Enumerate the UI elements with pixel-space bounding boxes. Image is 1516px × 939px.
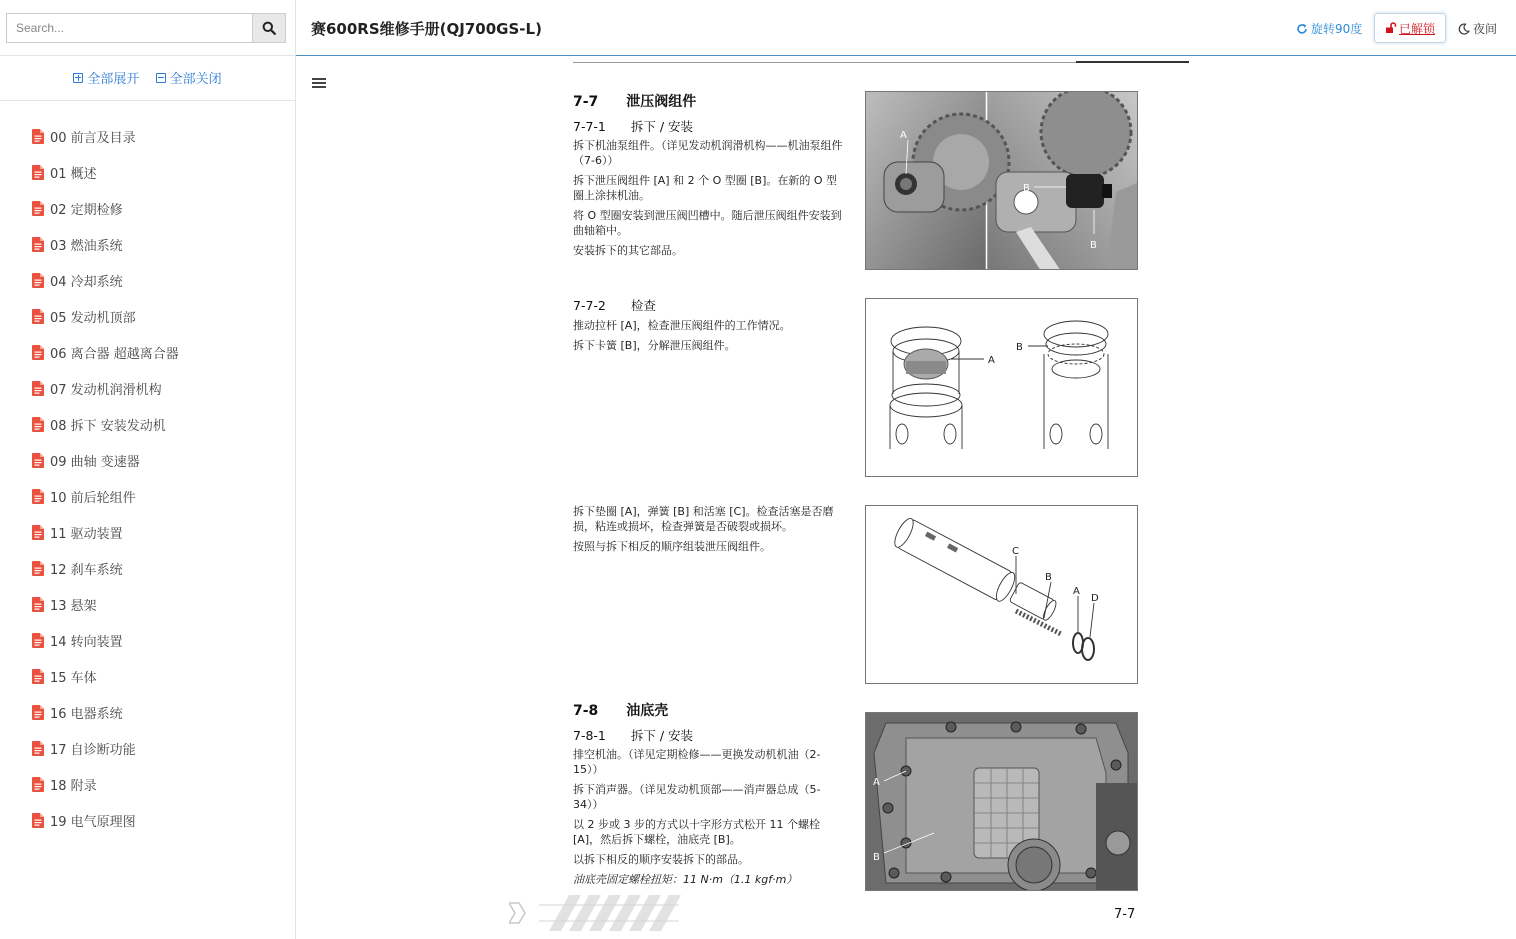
rotate-button[interactable] bbox=[1296, 20, 1362, 37]
chapter-label: 03 燃油系统 bbox=[50, 238, 123, 254]
figure-callout: B bbox=[1023, 183, 1030, 194]
chapter-item[interactable] bbox=[32, 298, 179, 334]
figure-callout: A bbox=[988, 355, 995, 366]
document-file-icon bbox=[32, 345, 44, 360]
document-file-icon bbox=[32, 597, 44, 612]
collapse-all-label: 全部关闭 bbox=[169, 72, 222, 87]
figure-callout: C bbox=[1012, 546, 1019, 557]
chapter-label: 07 发动机润滑机构 bbox=[50, 382, 162, 398]
plus-square-icon bbox=[73, 73, 83, 83]
figure-callout: A bbox=[873, 777, 880, 788]
subsection-heading-7-8-1: 7-8-1 拆下 / 安装 bbox=[573, 728, 694, 743]
paragraph: 将 O 型圈安装到泄压阀凹槽中。随后泄压阀组件安装到曲轴箱中。 bbox=[573, 209, 842, 237]
figure-callout: D bbox=[1091, 593, 1099, 604]
text-block-7-7-3 bbox=[573, 504, 845, 559]
document-file-icon bbox=[32, 129, 44, 144]
figure-callout: B bbox=[1016, 342, 1023, 353]
rotate-label: 旋转90度 bbox=[1311, 22, 1363, 36]
paragraph: 以拆下相反的顺序安装拆下的部品。 bbox=[573, 853, 749, 866]
figure-callout: A bbox=[900, 130, 907, 141]
chapter-item[interactable] bbox=[32, 802, 179, 838]
manual-page bbox=[509, 57, 1189, 939]
document-file-icon bbox=[32, 165, 44, 180]
figure-callout: B bbox=[1090, 240, 1097, 251]
chapter-label: 12 刹车系统 bbox=[50, 562, 123, 578]
chapter-item[interactable] bbox=[32, 226, 179, 262]
figure-relief-valve-inspection bbox=[865, 298, 1138, 477]
divider bbox=[0, 55, 295, 56]
chapter-item[interactable] bbox=[32, 154, 179, 190]
document-file-icon bbox=[32, 741, 44, 756]
chapter-item[interactable] bbox=[32, 190, 179, 226]
paragraph: 推动拉杆 [A]，检查泄压阀组件的工作情况。 bbox=[573, 319, 791, 332]
document-file-icon bbox=[32, 309, 44, 324]
paragraph: 拆下卡簧 [B]，分解泄压阀组件。 bbox=[573, 339, 736, 352]
document-file-icon bbox=[32, 237, 44, 252]
chapter-item[interactable] bbox=[32, 118, 179, 154]
figure-callout: A bbox=[1073, 586, 1080, 597]
chapter-label: 11 驱动装置 bbox=[50, 526, 123, 542]
paragraph: 拆下泄压阀组件 [A] 和 2 个 O 型圈 [B]。在新的 O 型圈上涂抹机油。 bbox=[573, 174, 838, 202]
figure-callout: B bbox=[1045, 572, 1052, 583]
figure-oil-pan-photo bbox=[865, 712, 1138, 891]
section-heading-7-8: 7-8 油底壳 bbox=[573, 703, 669, 719]
figure-relief-valve-photo bbox=[865, 91, 1138, 270]
chapter-item[interactable] bbox=[32, 550, 179, 586]
expand-all-label: 全部展开 bbox=[87, 72, 140, 87]
chapter-label: 14 转向装置 bbox=[50, 634, 123, 650]
chapter-label: 13 悬架 bbox=[50, 598, 97, 614]
night-label: 夜间 bbox=[1473, 22, 1498, 36]
chapter-label: 19 电气原理图 bbox=[50, 814, 136, 830]
subsection-heading-7-7-1: 7-7-1 拆下 / 安装 bbox=[573, 119, 694, 134]
document-file-icon bbox=[32, 453, 44, 468]
figure-callout: B bbox=[873, 852, 880, 863]
chapter-item[interactable] bbox=[32, 370, 179, 406]
chapter-item[interactable] bbox=[32, 406, 179, 442]
chapter-item[interactable] bbox=[32, 766, 179, 802]
chapter-label: 16 电器系统 bbox=[50, 706, 123, 722]
chapter-label: 18 附录 bbox=[50, 778, 97, 794]
chapter-item[interactable] bbox=[32, 730, 179, 766]
document-file-icon bbox=[32, 561, 44, 576]
document-file-icon bbox=[32, 777, 44, 792]
document-file-icon bbox=[32, 417, 44, 432]
chapter-item[interactable] bbox=[32, 694, 179, 730]
text-block-7-7-1 bbox=[573, 138, 845, 263]
chapter-label: 05 发动机顶部 bbox=[50, 310, 136, 326]
text-block-7-7-2 bbox=[573, 318, 845, 358]
chapter-label: 09 曲轴 变速器 bbox=[50, 454, 140, 470]
paragraph: 以 2 步或 3 步的方式以十字形方式松开 11 个螺栓 [A]，然后拆下螺栓，油底壳 [B]。 bbox=[573, 818, 820, 846]
chapter-label: 02 定期检修 bbox=[50, 202, 123, 218]
document-file-icon bbox=[32, 381, 44, 396]
document-file-icon bbox=[32, 489, 44, 504]
tree-controls bbox=[0, 68, 295, 87]
hamburger-menu-icon[interactable] bbox=[312, 78, 326, 90]
chapter-label: 06 离合器 超越离合器 bbox=[50, 346, 179, 362]
chapter-item[interactable] bbox=[32, 622, 179, 658]
chapter-list bbox=[32, 118, 179, 838]
chapter-item[interactable] bbox=[32, 658, 179, 694]
paragraph: 拆下垫圈 [A]，弹簧 [B] 和活塞 [C]。检查活塞是否磨损，粘连或损坏，检查弹簧是否破裂或损坏。 bbox=[573, 505, 834, 533]
search-icon bbox=[262, 21, 276, 35]
paragraph: 安装拆下的其它部品。 bbox=[573, 244, 683, 257]
chapter-item[interactable] bbox=[32, 442, 179, 478]
paragraph: 拆下消声器。（详见发动机顶部——消声器总成（5-34）） bbox=[573, 783, 821, 811]
document-file-icon bbox=[32, 633, 44, 648]
minus-square-icon bbox=[156, 73, 166, 83]
collapse-all-button[interactable] bbox=[156, 68, 222, 87]
chapter-label: 00 前言及目录 bbox=[50, 130, 136, 146]
paragraph: 拆下机油泵组件。（详见发动机润滑机构——机油泵组件（7-6）） bbox=[573, 139, 843, 167]
unlock-icon bbox=[1385, 22, 1397, 34]
chapter-item[interactable] bbox=[32, 334, 179, 370]
chapter-label: 01 概述 bbox=[50, 166, 97, 182]
document-file-icon bbox=[32, 669, 44, 684]
expand-all-button[interactable] bbox=[73, 68, 139, 87]
text-block-7-8-1 bbox=[573, 747, 845, 892]
divider bbox=[0, 100, 295, 101]
chapter-label: 08 拆下 安装发动机 bbox=[50, 418, 166, 434]
chapter-item[interactable] bbox=[32, 514, 179, 550]
page-rule-accent bbox=[1076, 61, 1189, 63]
document-file-icon bbox=[32, 273, 44, 288]
paragraph: 按照与拆下相反的顺序组装泄压阀组件。 bbox=[573, 540, 771, 553]
rotate-icon bbox=[1296, 23, 1308, 35]
document-file-icon bbox=[32, 201, 44, 216]
page-footer-decoration bbox=[509, 895, 689, 931]
section-heading-7-7: 7-7 泄压阀组件 bbox=[573, 94, 697, 110]
chapter-label: 04 冷却系统 bbox=[50, 274, 123, 290]
sidebar bbox=[0, 0, 296, 939]
subsection-heading-7-7-2: 7-7-2 检查 bbox=[573, 298, 656, 313]
chapter-label: 15 车体 bbox=[50, 670, 97, 686]
chapter-item[interactable] bbox=[32, 478, 179, 514]
chapter-label: 17 自诊断功能 bbox=[50, 742, 136, 758]
paragraph: 排空机油。（详见定期检修——更换发动机机油（2-15）） bbox=[573, 748, 821, 776]
chapter-item[interactable] bbox=[32, 262, 179, 298]
document-file-icon bbox=[32, 525, 44, 540]
top-bar bbox=[296, 0, 1516, 56]
page-number: 7-7 bbox=[1114, 907, 1136, 922]
night-mode-button[interactable] bbox=[1458, 20, 1497, 37]
lock-label: 已解锁 bbox=[1398, 21, 1435, 36]
document-file-icon bbox=[32, 813, 44, 828]
torque-spec: 油底壳固定螺栓扭矩：11 N·m（1.1 kgf·m） bbox=[573, 873, 798, 886]
lock-toggle-button[interactable] bbox=[1374, 13, 1446, 43]
chapter-item[interactable] bbox=[32, 586, 179, 622]
moon-icon bbox=[1458, 23, 1470, 35]
search-input[interactable] bbox=[6, 13, 252, 43]
search-button[interactable] bbox=[252, 13, 286, 43]
chapter-label: 10 前后轮组件 bbox=[50, 490, 136, 506]
search-bar bbox=[6, 13, 286, 43]
figure-relief-valve-exploded bbox=[865, 505, 1138, 684]
document-title: 赛600RS维修手册(QJ700GS-L) bbox=[311, 20, 542, 38]
document-file-icon bbox=[32, 705, 44, 720]
